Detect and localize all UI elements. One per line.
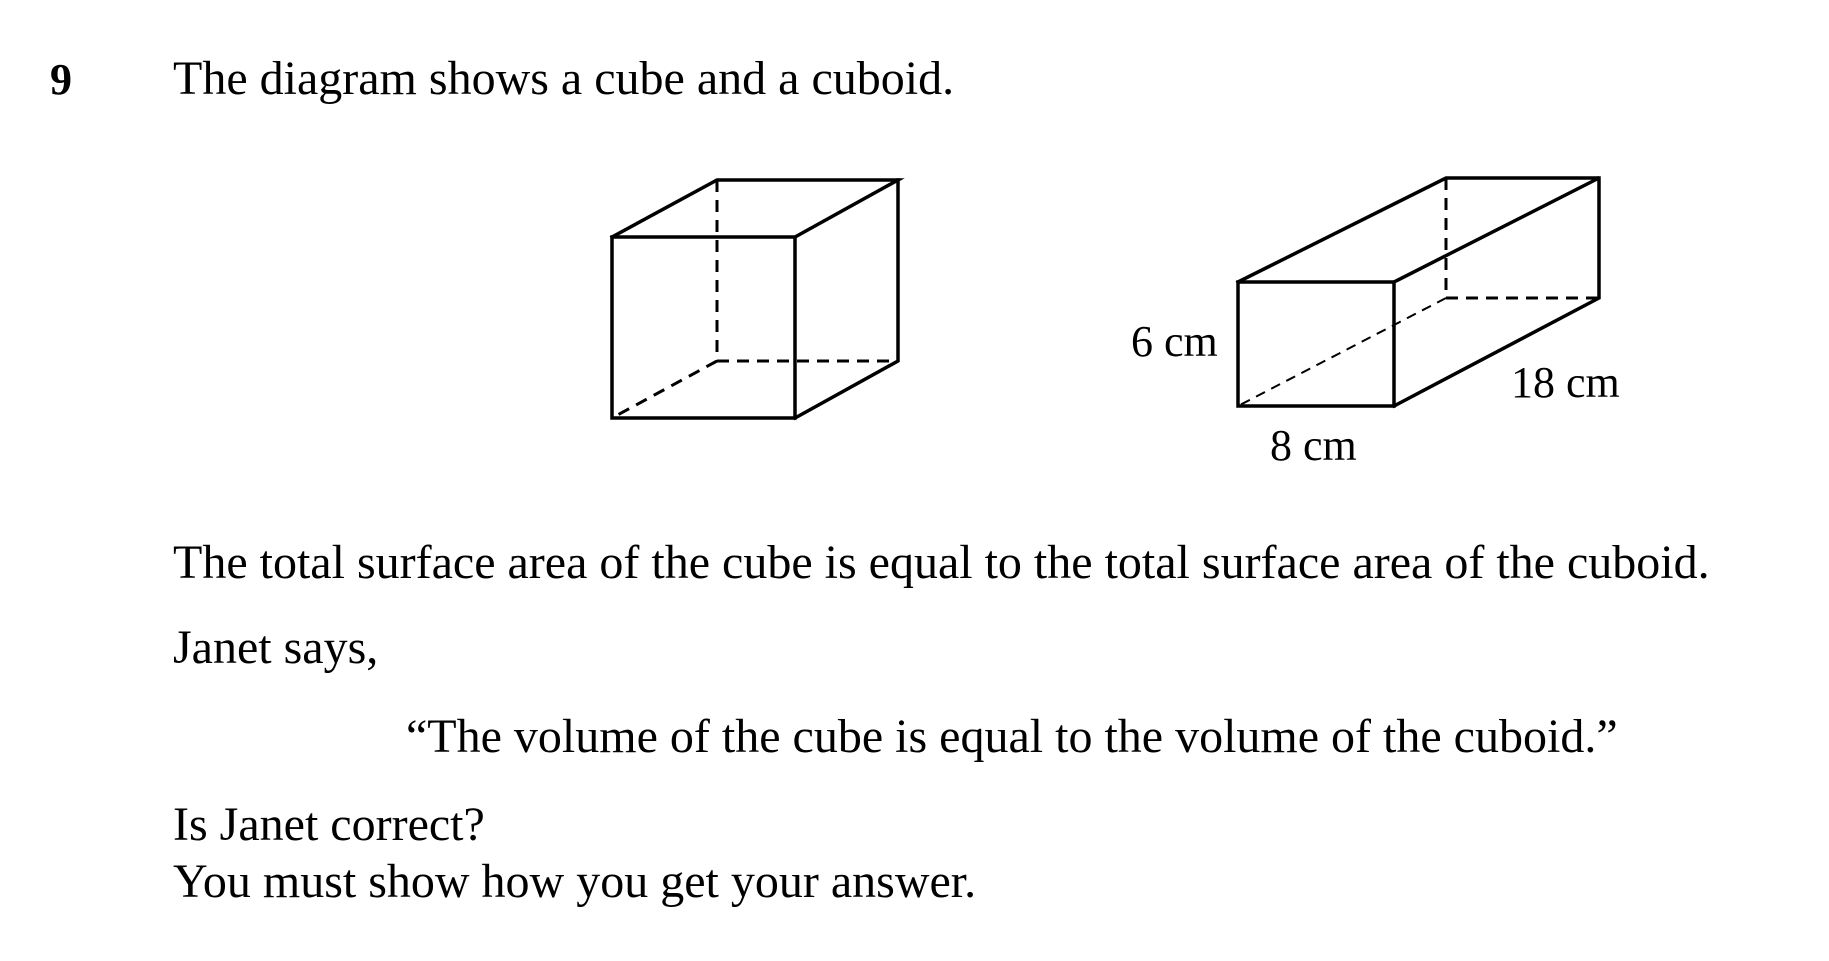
- surface-area-statement: The total surface area of the cube is equal to the total surface area of the cuboid.: [173, 536, 1710, 589]
- cuboid-width-label: 8 cm: [1270, 421, 1357, 470]
- cube-side-face: [795, 180, 898, 418]
- cube-top-face: [612, 180, 898, 237]
- cube-figure: [612, 180, 898, 418]
- question-prompt: Is Janet correct?: [173, 798, 485, 851]
- janet-quote: “The volume of the cube is equal to the volume of the cuboid.”: [406, 710, 1618, 763]
- cuboid-front-face: [1238, 282, 1394, 406]
- cuboid-length-label: 18 cm: [1511, 358, 1620, 407]
- question-number: 9: [50, 55, 72, 104]
- cuboid-figure: [1238, 178, 1599, 406]
- cuboid-height-label: 6 cm: [1131, 317, 1218, 366]
- janet-says: Janet says,: [173, 621, 379, 674]
- cube-hidden-edge: [612, 361, 717, 418]
- question-instruction: You must show how you get your answer.: [173, 855, 977, 908]
- cuboid-hidden-edge: [1238, 298, 1446, 406]
- cuboid-top-face: [1238, 178, 1599, 282]
- cube-front-face: [612, 237, 795, 418]
- cuboid-side-face: [1394, 178, 1599, 406]
- question-intro: The diagram shows a cube and a cuboid.: [173, 52, 955, 105]
